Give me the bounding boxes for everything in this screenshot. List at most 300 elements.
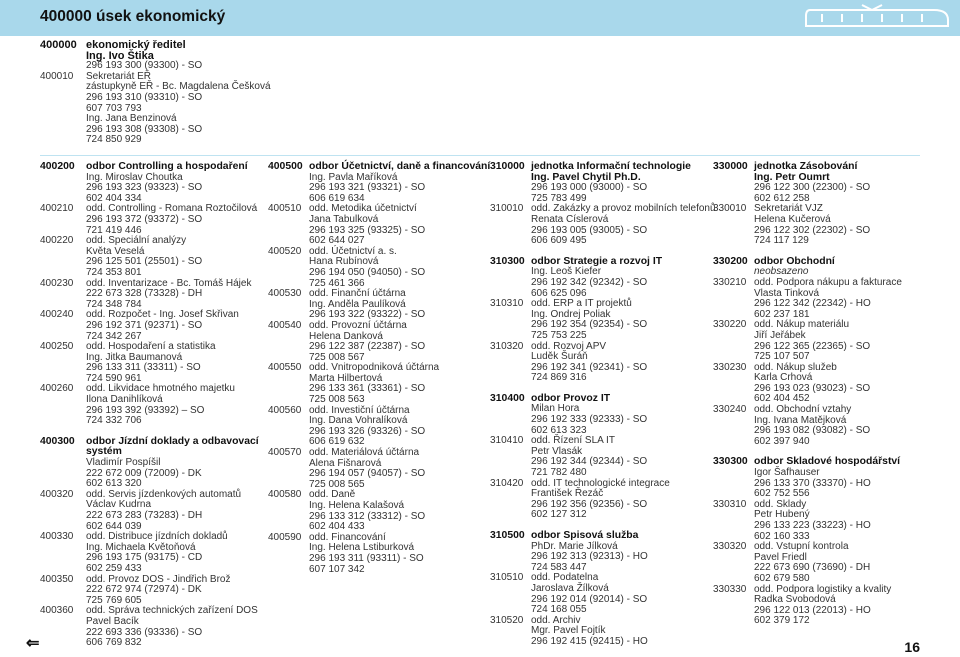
unit-code bbox=[40, 215, 86, 226]
entry-line bbox=[268, 321, 484, 332]
unit-code bbox=[490, 331, 531, 342]
unit-code: 400550 bbox=[268, 362, 302, 374]
director-block bbox=[40, 39, 271, 146]
unit-code bbox=[40, 93, 86, 104]
unit-code: 400580 bbox=[268, 489, 302, 501]
entry-text: Marta Hilbertová bbox=[309, 372, 383, 384]
entry-text: odd. Zakázky a provoz mobilních telefonů bbox=[531, 203, 716, 215]
entry-line bbox=[713, 384, 923, 395]
entry-line bbox=[40, 321, 262, 332]
entry-text: odd. IT technologické integrace bbox=[531, 477, 670, 489]
entry-text: Ing. Pavla Maříková bbox=[309, 171, 398, 183]
entry-text: Květa Veselá bbox=[86, 245, 145, 257]
entry-text: Sekretariát EŘ bbox=[86, 70, 152, 82]
entry-text: Ing. Ivo Štika bbox=[86, 49, 154, 62]
entry-text: 724 353 801 bbox=[86, 266, 142, 278]
unit-code: 400010 bbox=[40, 70, 74, 82]
entry-text: Radka Svobodová bbox=[754, 594, 836, 606]
entry-text: 724 850 929 bbox=[86, 134, 142, 146]
entry-text: odd. Vstupní kontrola bbox=[754, 541, 849, 553]
entry-text: 725 753 225 bbox=[531, 329, 587, 341]
unit-code: 400500 bbox=[268, 161, 303, 172]
entry-line bbox=[490, 552, 706, 563]
entry-text: odd. Provozní účtárna bbox=[309, 319, 407, 331]
entry-line bbox=[713, 563, 923, 574]
unit-code bbox=[490, 595, 531, 606]
entry-text: 296 193 326 (93326) - SO bbox=[309, 425, 426, 437]
unit-code: 330220 bbox=[713, 319, 747, 331]
entry-text: 296 193 392 (93392) – SO bbox=[86, 404, 205, 416]
entry-text: 602 404 334 bbox=[86, 192, 142, 204]
entry-text: odd. ERP a IT projektů bbox=[531, 298, 632, 310]
unit-code: 330330 bbox=[713, 583, 747, 595]
unit-code bbox=[40, 553, 86, 564]
unit-code: 400330 bbox=[40, 531, 74, 543]
entry-text: Mgr. Pavel Fojtík bbox=[531, 625, 606, 637]
entry-text: 296 193 005 (93005) - SO bbox=[531, 224, 648, 236]
unit-code bbox=[490, 373, 531, 384]
entry-line bbox=[713, 426, 923, 437]
entry-text: odbor Obchodní bbox=[754, 255, 835, 267]
page-number: 16 bbox=[904, 639, 920, 655]
unit-code bbox=[40, 416, 86, 427]
entry-text: 296 133 223 (33223) - HO bbox=[754, 520, 871, 531]
unit-code: 400210 bbox=[40, 203, 74, 215]
entry-text: 725 461 366 bbox=[309, 277, 365, 289]
entry-text: Ing. Helena Kalašová bbox=[309, 500, 405, 511]
unit-code: 330230 bbox=[713, 361, 747, 373]
unit-code: 400350 bbox=[40, 573, 74, 585]
unit-code bbox=[40, 183, 86, 194]
entry-text: odd. Sklady bbox=[754, 498, 807, 510]
unit-code bbox=[40, 321, 86, 332]
unit-code: 400520 bbox=[268, 245, 302, 257]
entry-line bbox=[40, 606, 262, 617]
entry-text: 296 192 014 (92014) - SO bbox=[531, 593, 648, 605]
entry-text: 724 117 129 bbox=[754, 235, 809, 247]
unit-code bbox=[268, 173, 309, 184]
entry-text: odbor Provoz IT bbox=[531, 392, 611, 404]
unit-code bbox=[490, 226, 531, 237]
column-accounting bbox=[268, 161, 491, 575]
unit-code bbox=[713, 331, 754, 342]
entry-text: 296 193 082 (93082) - SO bbox=[754, 425, 871, 437]
unit-code bbox=[713, 416, 754, 427]
entry-text: 222 672 974 (72974) - DK bbox=[86, 584, 202, 596]
entry-text: Vlasta Tinková bbox=[754, 287, 820, 299]
entry-text: 606 619 634 bbox=[309, 192, 365, 204]
unit-code bbox=[713, 595, 754, 606]
unit-code bbox=[40, 395, 86, 406]
unit-code bbox=[268, 226, 309, 237]
back-arrow-icon[interactable]: ⇐ bbox=[26, 635, 40, 652]
entry-line bbox=[713, 215, 923, 226]
unit-code bbox=[490, 363, 531, 374]
unit-code bbox=[40, 564, 86, 575]
entry-line bbox=[40, 183, 262, 194]
entry-line bbox=[713, 363, 923, 374]
entry-text: 602 644 027 bbox=[309, 235, 365, 247]
entry-text: odd. Podpora logistiky a kvality bbox=[754, 583, 892, 595]
entry-line bbox=[713, 437, 923, 448]
entry-line bbox=[490, 363, 706, 374]
entry-text: Sekretariát VJZ bbox=[754, 203, 823, 215]
entry-heading bbox=[40, 437, 262, 448]
entry-line bbox=[713, 574, 923, 585]
entry-text: 296 193 323 (93323) - SO bbox=[86, 182, 203, 194]
entry-text: odbor Strategie a rozvoj IT bbox=[531, 255, 663, 267]
entry-line bbox=[40, 553, 262, 564]
unit-code bbox=[490, 542, 531, 553]
entry-line bbox=[268, 469, 484, 480]
unit-code bbox=[490, 352, 531, 363]
entry-line bbox=[40, 406, 262, 417]
entry-line bbox=[268, 226, 484, 237]
entry-text: Ing. Anděla Paulíková bbox=[309, 298, 406, 310]
entry-line bbox=[490, 457, 706, 468]
unit-code bbox=[713, 373, 754, 384]
entry-text: odd. Distribuce jízdních dokladů bbox=[86, 531, 228, 543]
entry-line bbox=[40, 236, 262, 247]
entry-text: 725 107 507 bbox=[754, 351, 810, 363]
unit-code bbox=[713, 342, 754, 353]
unit-code: 310420 bbox=[490, 477, 524, 489]
entry-text: 296 193 175 (93175) - CD bbox=[86, 552, 203, 564]
page-title: 400000 úsek ekonomický bbox=[40, 8, 226, 25]
unit-code: 310000 bbox=[490, 161, 525, 172]
entry-text: 296 192 354 (92354) - SO bbox=[531, 319, 648, 331]
entry-line bbox=[40, 215, 262, 226]
entry-text: 607 107 342 bbox=[309, 563, 365, 575]
entry-heading bbox=[713, 257, 923, 268]
entry-text: 607 703 793 bbox=[86, 102, 142, 114]
entry-text: odd. Podpora nákupu a fakturace bbox=[754, 276, 902, 288]
unit-code bbox=[40, 82, 86, 93]
entry-text: 725 008 567 bbox=[309, 351, 365, 363]
entry-text: 606 619 632 bbox=[309, 436, 365, 448]
entry-text: Ing. Michaela Květoňová bbox=[86, 541, 196, 553]
unit-code: 400570 bbox=[268, 447, 302, 459]
entry-line bbox=[713, 183, 923, 194]
unit-code bbox=[268, 427, 309, 438]
entry-text: Ing. Pavel Chytil Ph.D. bbox=[531, 171, 641, 183]
entry-text: odd. Inventarizace - Bc. Tomáš Hájek bbox=[86, 277, 252, 289]
entry-text: 296 192 313 (92313) - HO bbox=[531, 551, 648, 563]
entry-line bbox=[268, 342, 484, 353]
entry-text: Jaroslava Žílková bbox=[531, 582, 609, 594]
entry-text: odbor Spisová služba bbox=[531, 530, 639, 541]
unit-code bbox=[713, 236, 754, 247]
entry-line bbox=[490, 373, 706, 384]
entry-line bbox=[713, 226, 923, 237]
entry-text: 602 160 333 bbox=[754, 530, 810, 542]
unit-code bbox=[40, 638, 86, 649]
entry-line bbox=[40, 289, 262, 300]
entry-text: odd. Daně bbox=[309, 489, 356, 501]
entry-text: odd. Hospodaření a statistika bbox=[86, 341, 216, 353]
entry-text: 296 192 341 (92341) - SO bbox=[531, 361, 648, 373]
entry-text: 296 192 356 (92356) - SO bbox=[531, 498, 648, 510]
entry-text: 725 008 565 bbox=[309, 478, 365, 490]
unit-code bbox=[40, 353, 86, 364]
unit-code bbox=[713, 510, 754, 521]
unit-code: 400200 bbox=[40, 161, 75, 172]
entry-text: Ing. Dana Vohralíková bbox=[309, 415, 408, 427]
entry-line bbox=[40, 257, 262, 268]
entry-line bbox=[40, 564, 262, 575]
entry-text: 602 612 258 bbox=[754, 192, 810, 204]
unit-code: 330000 bbox=[713, 161, 748, 172]
unit-code bbox=[40, 135, 86, 146]
entry-text: 606 625 096 bbox=[531, 287, 587, 299]
entry-line bbox=[490, 510, 706, 521]
unit-code bbox=[40, 406, 86, 417]
entry-text: Jiří Jeřábek bbox=[754, 329, 806, 341]
entry-text: odbor Jízdní doklady a odbavovací bbox=[86, 435, 259, 447]
entry-text: 222 672 009 (72009) - DK bbox=[86, 467, 202, 479]
unit-code bbox=[490, 489, 531, 500]
entry-text: Václav Kudrna bbox=[86, 499, 152, 511]
entry-text: 296 122 300 (22300) - SO bbox=[754, 182, 871, 194]
entry-text: 602 404 452 bbox=[754, 393, 810, 405]
entry-text: 296 193 322 (93322) - SO bbox=[309, 309, 426, 321]
entry-text: odd. Investiční účtárna bbox=[309, 404, 410, 416]
entry-text: Petr Vlasák bbox=[531, 445, 583, 457]
unit-code bbox=[713, 226, 754, 237]
unit-code bbox=[713, 616, 754, 627]
unit-code bbox=[268, 332, 309, 343]
unit-code bbox=[40, 247, 86, 258]
column-it bbox=[490, 161, 716, 648]
entry-text: 296 133 312 (33312) - SO bbox=[309, 510, 426, 522]
entry-line bbox=[268, 427, 484, 438]
entry-text: odd. Provoz DOS - Jindřich Brož bbox=[86, 573, 231, 585]
unit-code: 310400 bbox=[490, 392, 525, 404]
unit-code bbox=[713, 606, 754, 617]
unit-code: 310010 bbox=[490, 203, 524, 215]
entry-text: odd. Metodika účetnictví bbox=[309, 203, 417, 215]
entry-line bbox=[268, 183, 484, 194]
entry-text: 222 693 336 (93336) - SO bbox=[86, 626, 203, 638]
entry-text: odd. Rozvoj APV bbox=[531, 340, 607, 352]
entry-text: 724 348 784 bbox=[86, 298, 142, 310]
unit-code bbox=[490, 415, 531, 426]
entry-heading bbox=[40, 162, 262, 173]
entry-text: 602 259 433 bbox=[86, 562, 142, 574]
entry-heading bbox=[490, 531, 706, 542]
entry-line bbox=[268, 268, 484, 279]
entry-text: odd. Materiálová účtárna bbox=[309, 447, 420, 459]
entry-text: Ing. Petr Oumrt bbox=[754, 171, 830, 183]
unit-code bbox=[268, 257, 309, 268]
unit-code bbox=[40, 628, 86, 639]
entry-text: 602 404 433 bbox=[309, 521, 365, 533]
unit-code bbox=[713, 215, 754, 226]
unit-code bbox=[713, 563, 754, 574]
entry-text: 602 613 320 bbox=[86, 478, 142, 490]
unit-code: 400590 bbox=[268, 531, 302, 543]
entry-text: 724 583 447 bbox=[531, 561, 587, 573]
entry-text: 602 644 039 bbox=[86, 520, 142, 532]
entry-line bbox=[713, 320, 923, 331]
entry-text: Ilona Danihlíková bbox=[86, 394, 163, 406]
entry-heading bbox=[490, 394, 706, 405]
entry-line bbox=[268, 384, 484, 395]
unit-code bbox=[40, 125, 86, 136]
unit-code bbox=[490, 173, 531, 184]
unit-code bbox=[713, 299, 754, 310]
unit-code: 330310 bbox=[713, 498, 747, 510]
unit-code bbox=[40, 257, 86, 268]
entry-line bbox=[40, 363, 262, 374]
unit-code: 330200 bbox=[713, 255, 748, 267]
entry-line bbox=[490, 436, 706, 447]
entry-text: odd. Podatelna bbox=[531, 572, 599, 584]
unit-code bbox=[40, 458, 86, 469]
entry-text: 296 122 013 (22013) - HO bbox=[754, 604, 871, 616]
entry-text: 222 673 690 (73690) - DH bbox=[754, 562, 871, 574]
unit-code bbox=[268, 300, 309, 311]
entry-line bbox=[490, 226, 706, 237]
unit-code bbox=[713, 183, 754, 194]
entry-text: odd. Obchodní vztahy bbox=[754, 404, 852, 416]
unit-code bbox=[713, 468, 754, 479]
unit-code: 310510 bbox=[490, 572, 524, 584]
entry-line bbox=[268, 512, 484, 523]
unit-code: 400320 bbox=[40, 488, 74, 500]
unit-code bbox=[40, 585, 86, 596]
entry-text: PhDr. Marie Jílková bbox=[531, 540, 618, 552]
unit-code: 400540 bbox=[268, 319, 302, 331]
unit-code bbox=[490, 236, 531, 247]
entry-text: Ing. Miroslav Choutka bbox=[86, 171, 183, 183]
unit-code bbox=[713, 173, 754, 184]
entry-line bbox=[713, 479, 923, 490]
entry-text: Ing. Jana Benzinová bbox=[86, 113, 177, 125]
entry-text: Petr Hubený bbox=[754, 509, 810, 521]
entry-line bbox=[713, 331, 923, 342]
entry-text: jednotka Informační technologie bbox=[531, 161, 691, 172]
entry-text: 602 679 580 bbox=[754, 572, 810, 584]
unit-code: 400510 bbox=[268, 203, 302, 215]
unit-code bbox=[490, 457, 531, 468]
entry-text: Pavel Friedl bbox=[754, 551, 807, 563]
unit-code bbox=[490, 320, 531, 331]
entry-text: 296 193 308 (93308) - SO bbox=[86, 123, 203, 135]
entry-line bbox=[713, 299, 923, 310]
entry-text: odd. Nákup služeb bbox=[754, 361, 837, 373]
entry-line bbox=[490, 278, 706, 289]
unit-code bbox=[490, 215, 531, 226]
entry-line bbox=[713, 500, 923, 511]
entry-text: 296 194 050 (94050) - SO bbox=[309, 266, 426, 278]
unit-code: 310500 bbox=[490, 530, 525, 541]
entry-line bbox=[40, 416, 262, 427]
entry-line bbox=[490, 584, 706, 595]
entry-text: 296 193 310 (93310) - SO bbox=[86, 91, 203, 103]
entry-text: 606 609 495 bbox=[531, 235, 587, 247]
entry-text: odd. Řízení SLA IT bbox=[531, 435, 615, 447]
unit-code bbox=[713, 574, 754, 585]
entry-line bbox=[268, 215, 484, 226]
entry-line bbox=[268, 565, 484, 576]
entry-line bbox=[40, 135, 260, 146]
entry-line bbox=[40, 469, 262, 480]
unit-code: 400360 bbox=[40, 605, 74, 617]
unit-code: 400000 bbox=[40, 39, 77, 51]
entry-line bbox=[713, 278, 923, 289]
entry-text: Igor Šafhauser bbox=[754, 467, 820, 479]
entry-line bbox=[490, 320, 706, 331]
entry-text: František Řezáč bbox=[531, 488, 604, 500]
unit-code: 310300 bbox=[490, 255, 525, 267]
unit-code bbox=[40, 51, 86, 62]
unit-code bbox=[713, 384, 754, 395]
unit-code: 330010 bbox=[713, 203, 747, 215]
entry-text: 296 193 325 (93325) - SO bbox=[309, 224, 426, 236]
entry-line bbox=[40, 511, 262, 522]
unit-code: 310410 bbox=[490, 435, 524, 447]
entry-heading bbox=[490, 162, 706, 173]
entry-line bbox=[490, 342, 706, 353]
entry-text: Ing. Ivana Matějková bbox=[754, 414, 847, 426]
entry-text: Milan Hora bbox=[531, 403, 580, 415]
entry-text: odd. Likvidace hmotného majetku bbox=[86, 383, 235, 395]
entry-text: odbor Účetnictví, daně a financování bbox=[309, 161, 491, 172]
entry-line bbox=[490, 637, 706, 648]
unit-code bbox=[40, 500, 86, 511]
unit-code bbox=[268, 416, 309, 427]
unit-code: 310520 bbox=[490, 614, 524, 626]
entry-line bbox=[40, 93, 260, 104]
unit-code bbox=[713, 479, 754, 490]
entry-text: 296 192 342 (92342) - SO bbox=[531, 276, 648, 288]
entry-text: odd. Účetnictví a. s. bbox=[309, 245, 397, 257]
unit-code: 400260 bbox=[40, 383, 74, 395]
unit-code bbox=[490, 584, 531, 595]
unit-code bbox=[268, 215, 309, 226]
unit-code bbox=[490, 510, 531, 521]
entry-text: 296 192 344 (92344) - SO bbox=[531, 456, 648, 468]
entry-line bbox=[490, 236, 706, 247]
entry-text: 222 673 283 (73283) - DH bbox=[86, 510, 203, 521]
unit-code: 330320 bbox=[713, 541, 747, 553]
entry-line bbox=[713, 236, 923, 247]
entry-text: 296 122 365 (22365) - SO bbox=[754, 340, 871, 352]
unit-code bbox=[268, 469, 309, 480]
entry-text: 721 782 480 bbox=[531, 467, 587, 479]
tram-icon bbox=[802, 4, 952, 32]
entry-text: systém bbox=[86, 446, 122, 458]
entry-text: odd. Speciální analýzy bbox=[86, 235, 187, 247]
unit-code bbox=[40, 114, 86, 125]
unit-code bbox=[40, 363, 86, 374]
entry-line bbox=[40, 125, 260, 136]
unit-code bbox=[40, 268, 86, 279]
entry-line bbox=[490, 331, 706, 342]
unit-code bbox=[490, 626, 531, 637]
entry-text: 296 122 302 (22302) - SO bbox=[754, 224, 871, 236]
unit-code bbox=[490, 267, 531, 278]
unit-code bbox=[268, 565, 309, 576]
unit-code bbox=[490, 183, 531, 194]
unit-code: 400240 bbox=[40, 309, 74, 321]
entry-text: 296 194 057 (94057) - SO bbox=[309, 468, 426, 480]
column-controlling bbox=[40, 162, 262, 649]
entry-text: ekonomický ředitel bbox=[86, 39, 186, 51]
unit-code bbox=[713, 553, 754, 564]
entry-text: 296 193 023 (93023) - SO bbox=[754, 382, 871, 394]
